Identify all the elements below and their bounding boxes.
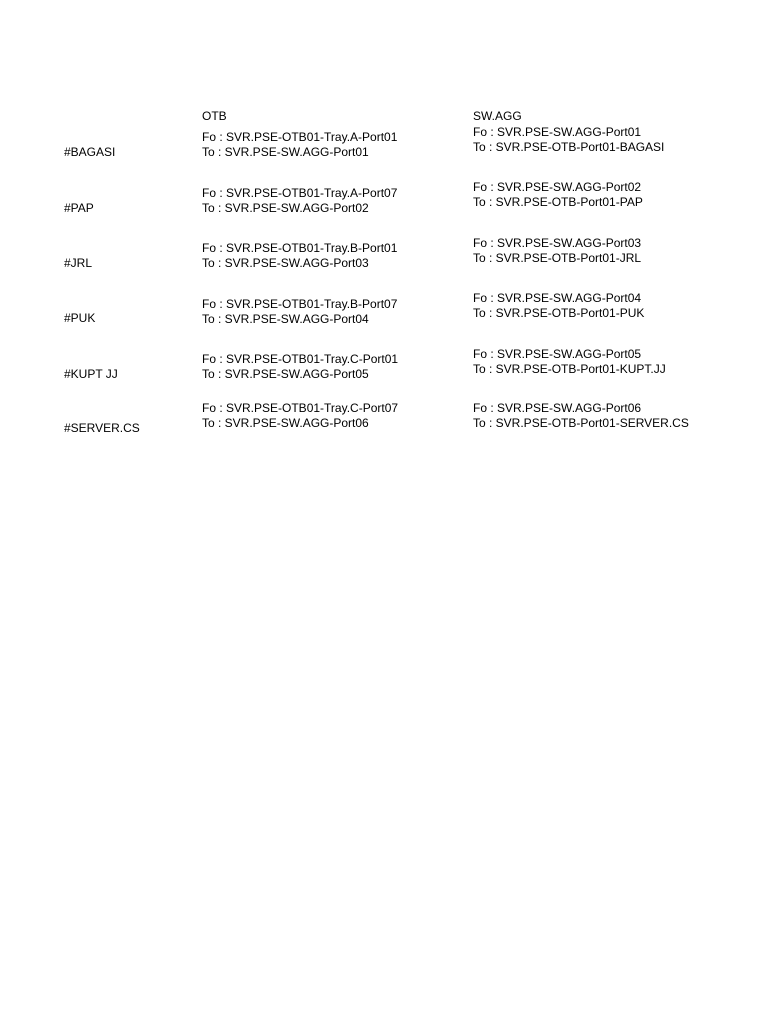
sw-agg-cell [473,236,641,265]
sw-agg-to: To : SVR.PSE-OTB-Port01-PAP [473,194,643,209]
column-header-sw-agg: SW.AGG [473,109,522,123]
sw-agg-from: Fo : SVR.PSE-SW.AGG-Port03 [473,236,642,250]
otb-cell [202,401,398,430]
sw-agg-cell [473,125,664,154]
table-row [0,291,768,352]
otb-to: To : SVR.PSE-SW.AGG-Port01 [202,144,369,159]
sw-agg-from: Fo : SVR.PSE-SW.AGG-Port02 [473,180,642,194]
otb-from: Fo : SVR.PSE-OTB01-Tray.B-Port07 [202,297,398,311]
otb-to: To : SVR.PSE-SW.AGG-Port05 [202,366,369,381]
otb-cell [202,130,397,159]
row-label: #JRL [64,256,93,270]
sw-agg-to: To : SVR.PSE-OTB-Port01-SERVER.CS [473,415,689,430]
otb-from: Fo : SVR.PSE-OTB01-Tray.C-Port07 [202,401,399,415]
sw-agg-cell [473,401,689,430]
otb-to: To : SVR.PSE-SW.AGG-Port06 [202,415,369,430]
sw-agg-from: Fo : SVR.PSE-SW.AGG-Port01 [473,125,642,139]
sw-agg-to: To : SVR.PSE-OTB-Port01-BAGASI [473,139,665,154]
otb-from: Fo : SVR.PSE-OTB01-Tray.A-Port07 [202,186,398,200]
sw-agg-from: Fo : SVR.PSE-SW.AGG-Port05 [473,347,642,361]
row-label: #KUPT JJ [64,367,118,381]
sw-agg-cell [473,180,643,209]
sw-agg-to: To : SVR.PSE-OTB-Port01-JRL [473,250,642,265]
table-row [0,401,768,457]
sw-agg-from: Fo : SVR.PSE-SW.AGG-Port06 [473,401,642,415]
otb-cell [202,186,397,215]
row-label: #SERVER.CS [64,421,140,435]
sw-agg-to: To : SVR.PSE-OTB-Port01-KUPT.JJ [473,361,666,376]
sw-agg-cell [473,347,666,376]
table-row [0,125,768,185]
row-label: #BAGASI [64,145,116,159]
column-header-otb: OTB [202,109,227,123]
table-row [0,236,768,296]
sw-agg-cell [473,291,644,320]
otb-to: To : SVR.PSE-SW.AGG-Port04 [202,311,369,326]
otb-to: To : SVR.PSE-SW.AGG-Port02 [202,200,369,215]
sw-agg-to: To : SVR.PSE-OTB-Port01-PUK [473,305,645,320]
otb-from: Fo : SVR.PSE-OTB01-Tray.C-Port01 [202,352,399,366]
row-label: #PAP [64,201,94,215]
otb-from: Fo : SVR.PSE-OTB01-Tray.B-Port01 [202,241,398,255]
otb-to: To : SVR.PSE-SW.AGG-Port03 [202,255,369,270]
otb-cell [202,352,398,381]
otb-cell [202,297,397,326]
otb-from: Fo : SVR.PSE-OTB01-Tray.A-Port01 [202,130,398,144]
row-label: #PUK [64,311,96,325]
table-row [0,180,768,241]
table-row [0,347,768,407]
sw-agg-from: Fo : SVR.PSE-SW.AGG-Port04 [473,291,642,305]
otb-cell [202,241,397,270]
